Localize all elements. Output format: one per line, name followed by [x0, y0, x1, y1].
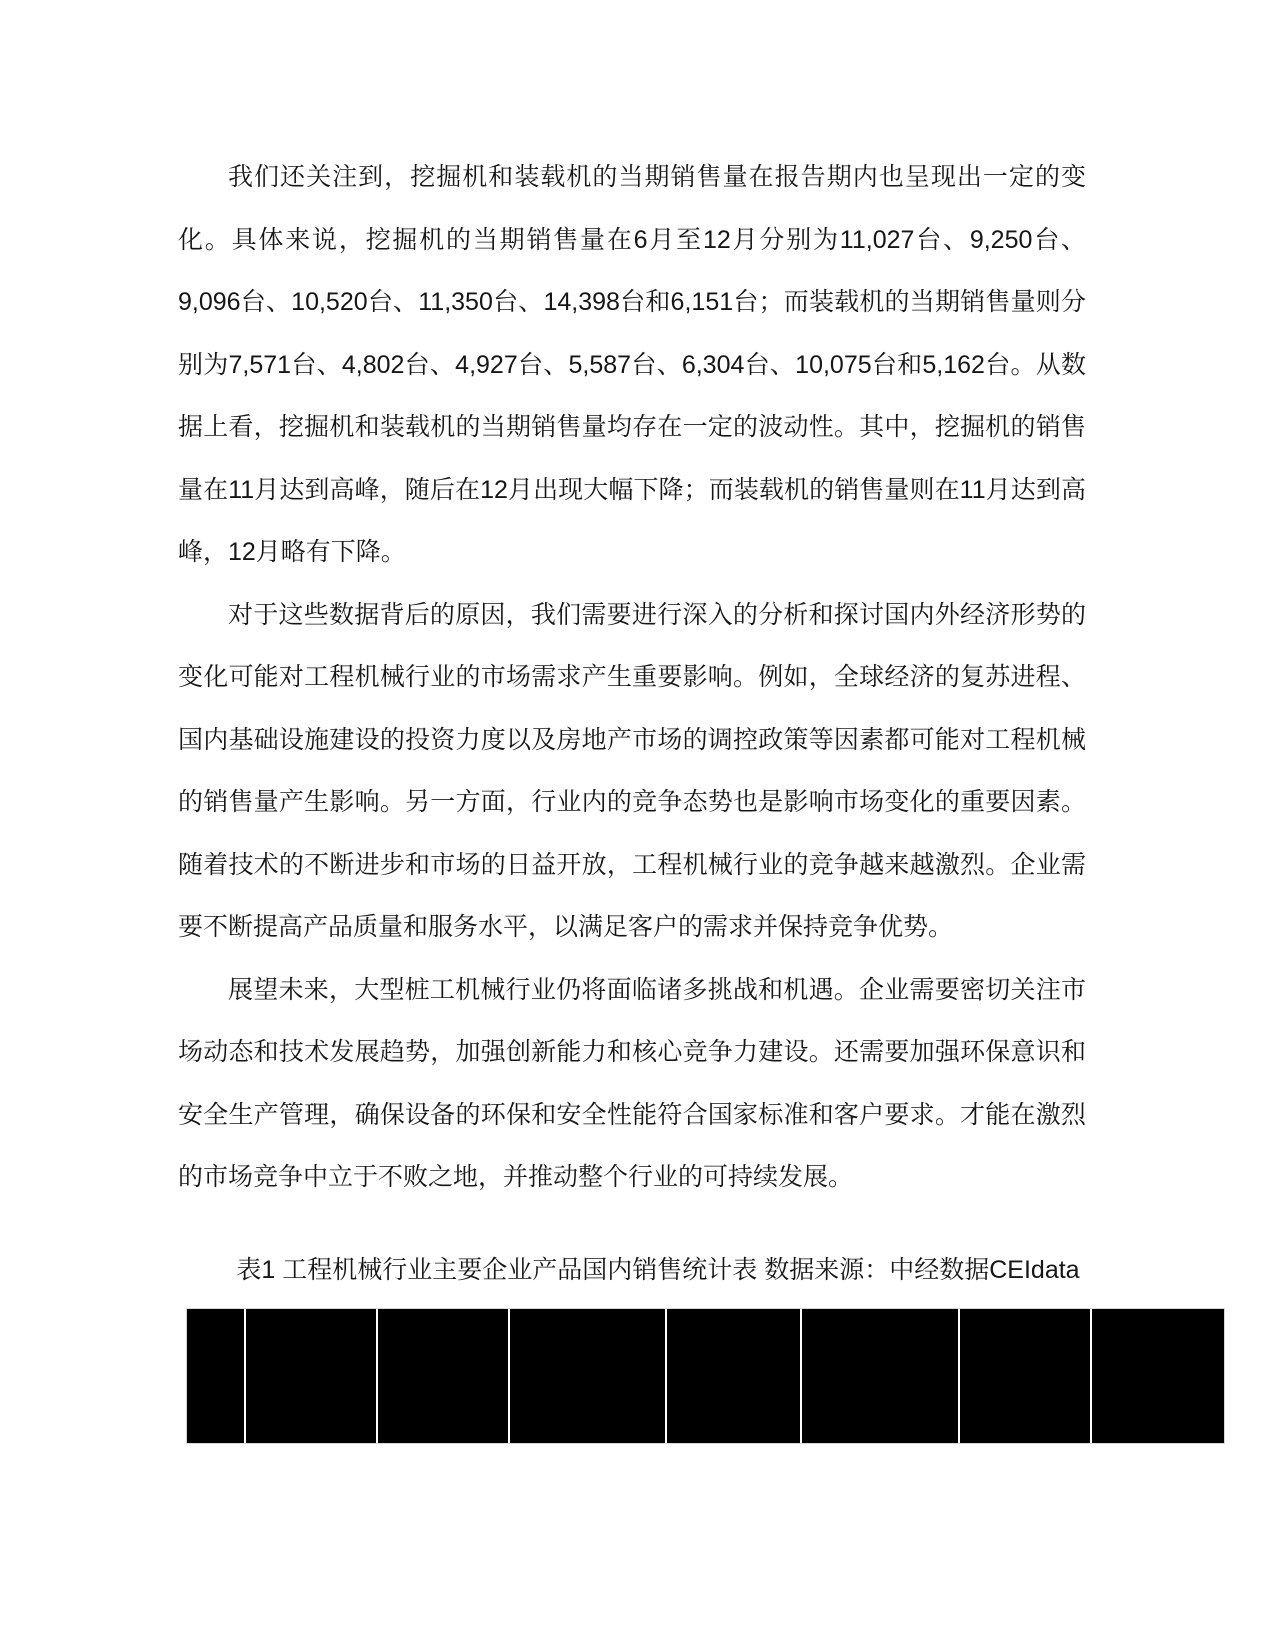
paragraph-outlook: 展望未来，大型桩工机械行业仍将面临诸多挑战和机遇。企业需要密切关注市场动态和技术发展趋势，加强创新能力和核心竞争力建设。还需要加强环保意识和安全生产管理，确保设备的环保和安全性能符合国家标准和客户要求。才能在激烈的市场竞争中立于不败之地，并推动整个行业的可持续发展。 — [178, 975, 1086, 1191]
paragraph-sales-figures: 我们还关注到，挖掘机和装载机的当期销售量在报告期内也呈现出一定的变化。具体来说，挖掘机的当期销售量在6月至12月分别为11,027台、9,250台、9,096台、10,520台、11,350台、14,398台和6,151台；而装载机的当期销售量则分别为7,571台、4,802台、4,927台、5,587台、6,304台、10,075台和5,162台。从数据上看，挖掘机和装载机的当期销售量均存在一定的波动性。其中，挖掘机的销售量在11月达到高峰，随后在12月出现大幅下降；而装载机的销售量则在11月达到高峰，12月略有下降。 — [178, 163, 1086, 566]
table-cell-redacted — [510, 1309, 665, 1443]
table-cell-redacted — [1092, 1309, 1224, 1443]
table-caption — [178, 1239, 1138, 1302]
table-cell-redacted — [246, 1309, 376, 1443]
table-caption-source: 数据来源：中经数据CEIdata — [764, 1256, 1080, 1284]
sales-table — [187, 1309, 1224, 1443]
table-caption-title: 表1 工程机械行业主要企业产品国内销售统计表 — [236, 1256, 758, 1284]
table-cell-redacted — [187, 1309, 244, 1443]
body-text-block — [178, 146, 1086, 1209]
paragraph-market-analysis: 对于这些数据背后的原因，我们需要进行深入的分析和探讨国内外经济形势的变化可能对工程机械行业的市场需求产生重要影响。例如，全球经济的复苏进程、国内基础设施建设的投资力度以及房地产市场的调控政策等因素都可能对工程机械的销售量产生影响。另一方面，行业内的竞争态势也是影响市场变化的重要因素。随着技术的不断进步和市场的日益开放，工程机械行业的竞争越来越激烈。企业需要不断提高产品质量和服务水平，以满足客户的需求并保持竞争优势。 — [178, 600, 1086, 941]
table-cell-redacted — [378, 1309, 508, 1443]
table-cell-redacted — [667, 1309, 800, 1443]
table-cell-redacted — [960, 1309, 1090, 1443]
table-cell-redacted — [802, 1309, 958, 1443]
